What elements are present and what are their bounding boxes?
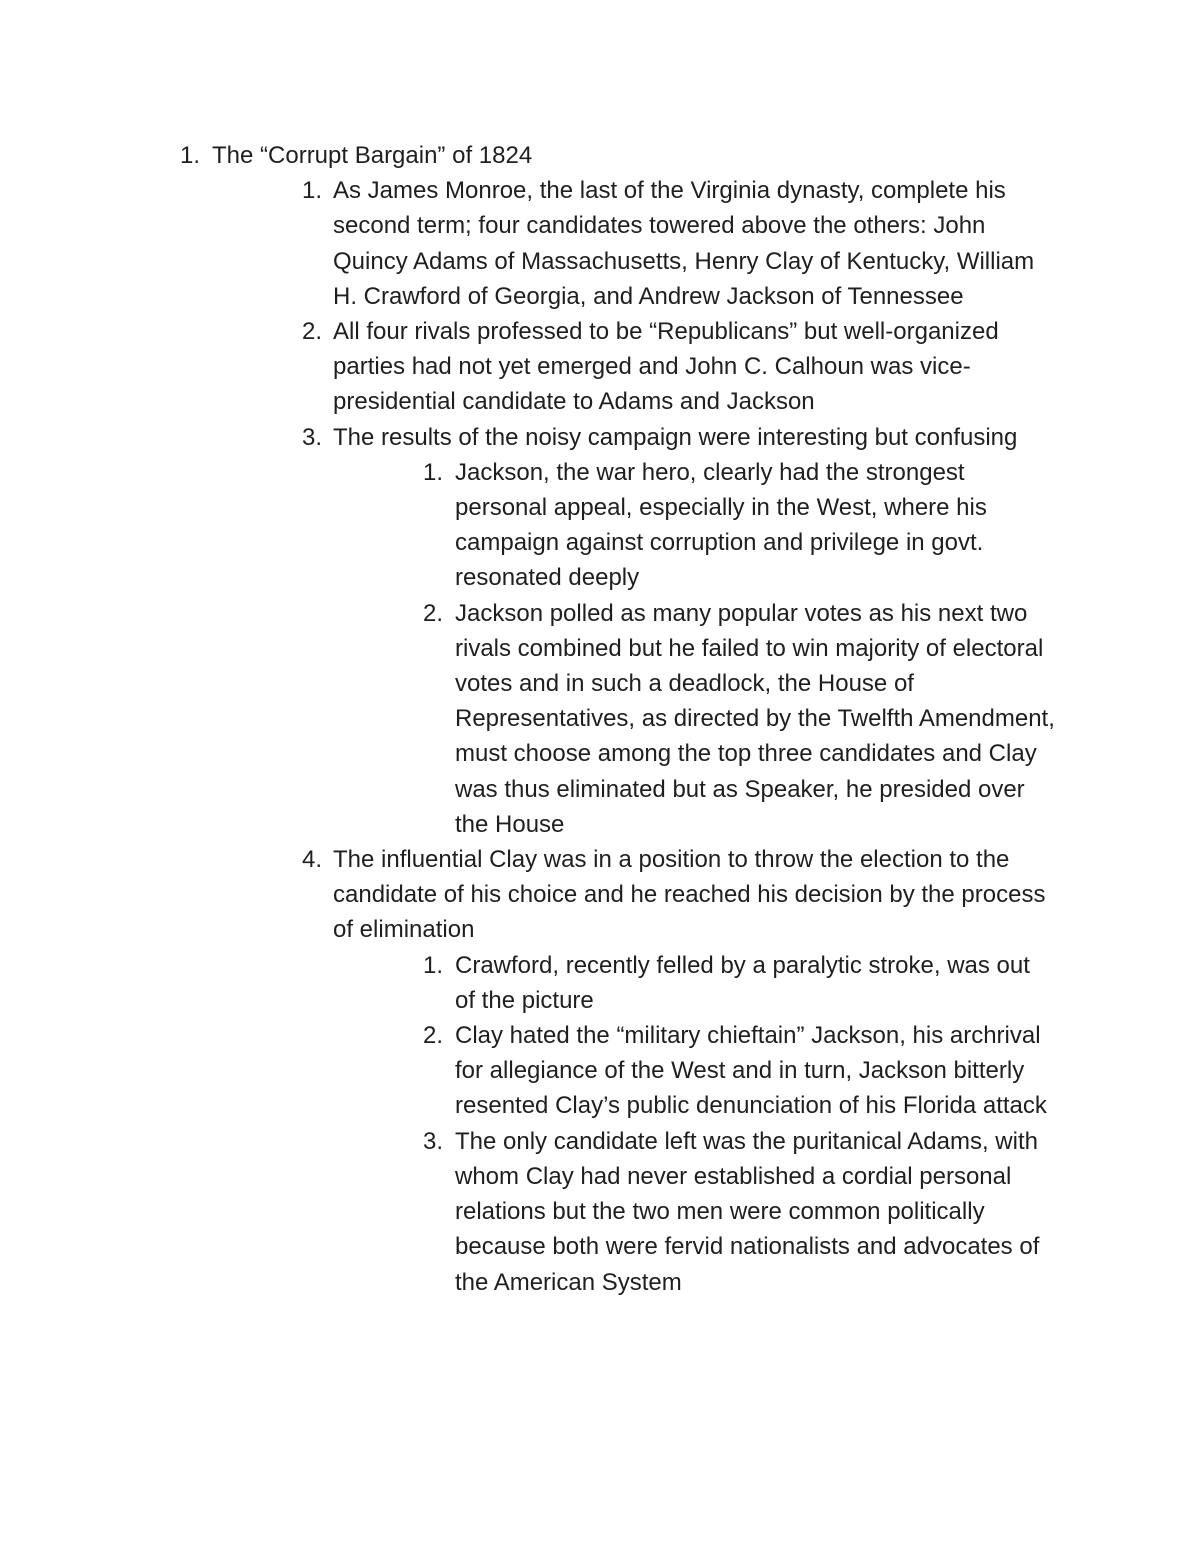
list-number: 1. bbox=[422, 458, 443, 486]
list-item-text: Crawford, recently felled by a paralytic stroke, was out of the picture bbox=[455, 951, 1030, 1014]
list-number: 1. bbox=[179, 142, 200, 169]
list-item bbox=[0, 842, 1200, 1300]
list-item-text: Jackson, the war hero, clearly had the strongest personal appeal, especially in the West, where his campaign against corruption and privilege in govt. resonated deeply bbox=[455, 458, 987, 592]
list-number: 3. bbox=[422, 1127, 443, 1155]
list-item bbox=[0, 455, 1200, 596]
list-item-text: The influential Clay was in a position to throw the election to the candidate of his choice and he reached his decision by the process of elimination bbox=[333, 846, 1046, 944]
list-item-text: The results of the noisy campaign were interesting but confusing bbox=[333, 423, 1018, 451]
list-item-text: Clay hated the “military chieftain” Jackson, his archrival for allegiance of the West and in turn, Jackson bitterly resented Clay’s public denunciation of his Florida attack bbox=[455, 1022, 1047, 1120]
list-item-text: All four rivals professed to be “Republicans” but well-organized parties had not yet emerged and John C. Calhoun was vice-presidential candidate to Adams and Jackson bbox=[333, 318, 999, 416]
list-item bbox=[0, 596, 1200, 842]
sublist-level-2 bbox=[0, 173, 1200, 1300]
list-number: 4. bbox=[301, 846, 322, 874]
list-item bbox=[0, 420, 1200, 842]
list-item bbox=[0, 314, 1200, 420]
list-item-text: The only candidate left was the puritanical Adams, with whom Clay had never established a cordial personal relations but the two men were common politically because both were fervid nationalists and advocates of the American System bbox=[455, 1127, 1040, 1296]
list-number: 2. bbox=[301, 318, 322, 346]
list-number: 1. bbox=[422, 951, 443, 979]
list-number: 3. bbox=[301, 423, 322, 451]
list-item bbox=[0, 1018, 1200, 1124]
outline-list bbox=[0, 138, 1200, 1300]
list-item-text: Jackson polled as many popular votes as his next two rivals combined but he failed to win majority of electoral votes and in such a deadlock, the House of Representatives, as directed by the Twelfth Amendment, must choose among the top three candidates and Clay was thus eliminated but as Speaker, he presided over the House bbox=[455, 599, 1055, 838]
list-item-text: As James Monroe, the last of the Virginia dynasty, complete his second term; four candidates towered above the others: John Quincy Adams of Massachusetts, Henry Clay of Kentucky, William H. Crawford of Georgia, and Andrew Jackson of Tennessee bbox=[333, 177, 1035, 310]
list-item-text: The “Corrupt Bargain” of 1824 bbox=[212, 142, 533, 169]
list-number: 2. bbox=[422, 1022, 443, 1050]
outline-item-corrupt-bargain bbox=[0, 138, 1200, 1300]
list-number: 1. bbox=[301, 177, 322, 205]
sublist-level-3 bbox=[0, 455, 1200, 842]
list-number: 2. bbox=[422, 599, 443, 627]
list-item bbox=[0, 1124, 1200, 1300]
sublist-level-3 bbox=[0, 948, 1200, 1300]
list-item bbox=[0, 948, 1200, 1018]
list-item bbox=[0, 173, 1200, 314]
